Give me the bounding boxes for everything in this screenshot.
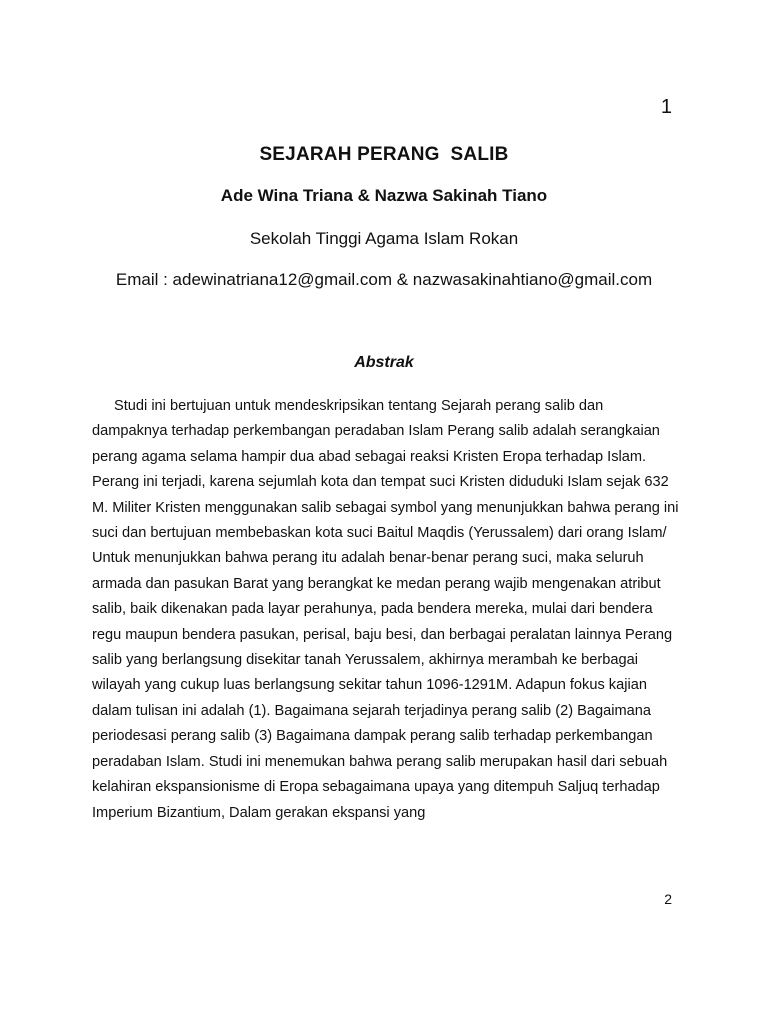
abstract-body: Studi ini bertujuan untuk mendeskripsikan tentang Sejarah perang salib dan dampaknya terhadap perkembangan peradaban Islam Perang salib adalah serangkaian perang agama selama hampir dua abad sebagai reaksi Kristen Eropa terhadap Islam. Perang ini terjadi, karena sejumlah kota dan tempat suci Kristen diduduki Islam sejak 632 M. Militer Kristen menggunakan salib sebagai symbol yang menunjukkan bahwa perang ini suci dan bertujuan membebaskan kota suci Baitul Maqdis (Yerussalem) dari orang Islam/ Untuk menunjukkan bahwa perang itu adalah benar-benar perang suci, maka seluruh armada dan pasukan Barat yang berangkat ke medan perang wajib mengenakan atribut salib, baik dikenakan pada layar perahunya, pada bendera mereka, mulai dari bendera regu maupun bendera pasukan, perisal, baju besi, dan berbagai peralatan lainnya Perang salib yang berlangsung disekitar tanah Yerussalem, akhirnya merambah ke berbagai wilayah yang cukup luas berlangsung sekitar tahun 1096-1291M. Adapun fokus kajian dalam tulisan ini adalah (1). Bagaimana sejarah terjadinya perang salib (2) Bagaimana periodesasi perang salib (3) Bagaimana dampak perang salib terhadap perkembangan peradaban Islam. Studi ini menemukan bahwa perang salib merupakan hasil dari sebuah kelahiran ekspansionisme di Eropa sebagaimana upaya yang ditempuh Saljuq terhadap Imperium Bizantium, Dalam gerakan ekspansi yang [92,398,679,821]
paper-email: Email : adewinatriana12@gmail.com & nazwasakinahtiano@gmail.com [115,270,653,289]
abstract-heading: Abstrak [354,354,414,371]
paper-title: SEJARAH PERANG SALIB [259,144,509,165]
paper-institution: Sekolah Tinggi Agama Islam Rokan [249,229,519,248]
page-number-bottom: 2 [664,891,672,907]
paper-authors: Ade Wina Triana & Nazwa Sakinah Tiano [220,186,548,205]
page-number-top: 1 [660,96,672,118]
